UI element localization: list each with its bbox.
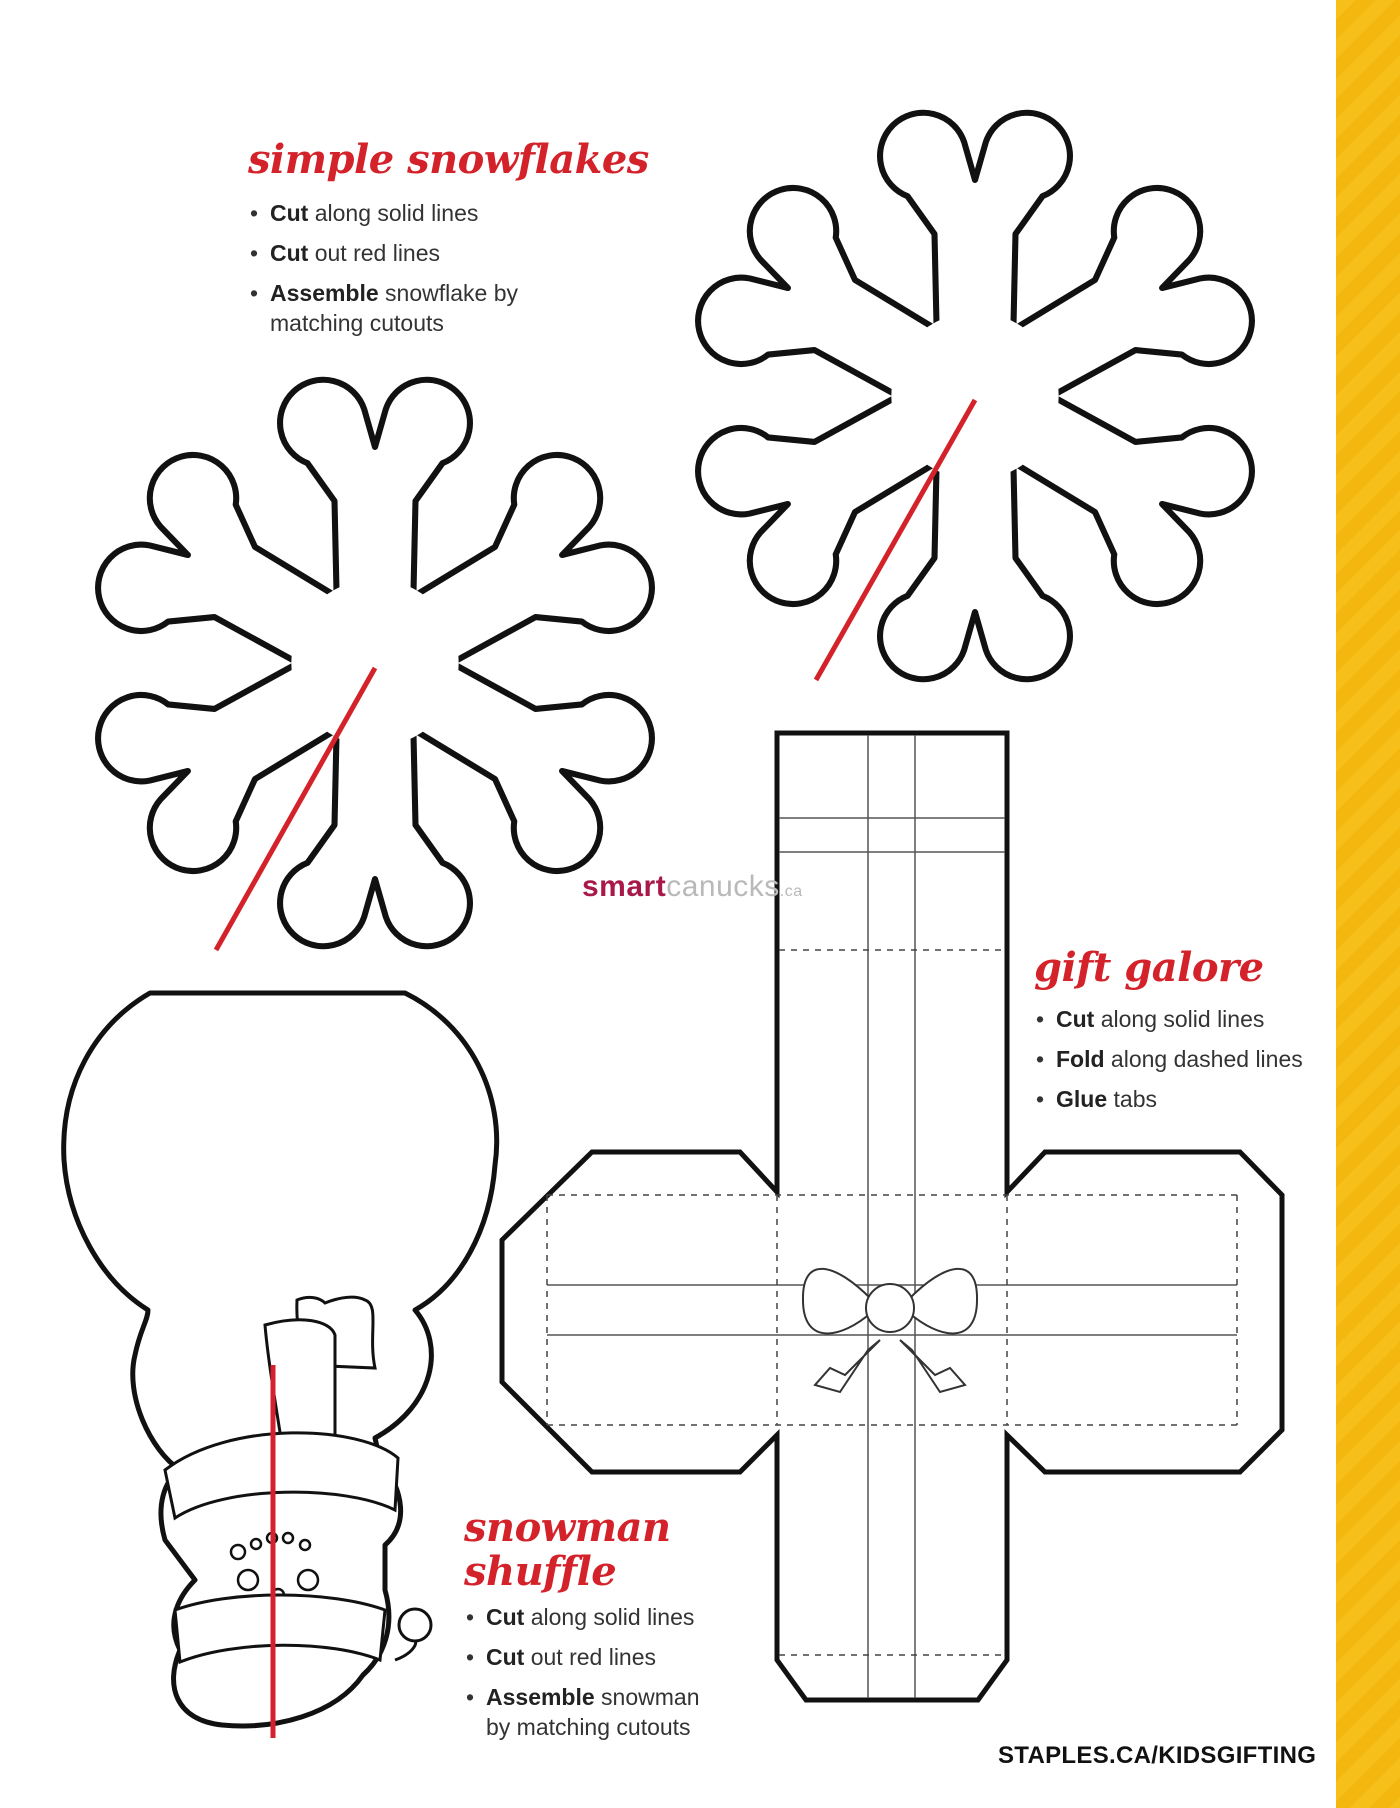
list-item: • Cut along solid lines [464,1602,724,1632]
snowman-title-line1: snowman [464,1504,671,1551]
list-item: • Cut out red lines [464,1642,724,1672]
list-item: • Assemble snowflake by matching cutouts [248,278,540,338]
snowman-steps [464,1602,724,1752]
footer-url: STAPLES.CA/KIDSGIFTING [998,1742,1317,1769]
snowflakes-title: simple snowflakes [248,136,649,183]
watermark-part3: .ca [779,883,803,900]
watermark-part2: canucks [666,870,780,903]
list-item: • Assemble snowman by matching cutouts [464,1682,716,1742]
list-item: • Cut out red lines [248,238,568,268]
watermark [582,870,803,904]
gift-title: gift galore [1034,944,1264,991]
snowman-title-line2: shuffle [464,1548,617,1595]
watermark-part1: smart [582,870,667,903]
snowman-cutout-icon [64,993,497,1726]
list-item: • Fold along dashed lines [1034,1044,1334,1074]
list-item: • Glue tabs [1034,1084,1334,1114]
snowflake-cutout-icon [82,380,668,946]
list-item: • Cut along solid lines [248,198,568,228]
snowman-title [464,1506,671,1594]
gift-steps [1034,1004,1334,1124]
snowflakes-steps [248,198,568,348]
snowflake-cutout-icon [682,113,1268,679]
list-item: • Cut along solid lines [1034,1004,1334,1034]
